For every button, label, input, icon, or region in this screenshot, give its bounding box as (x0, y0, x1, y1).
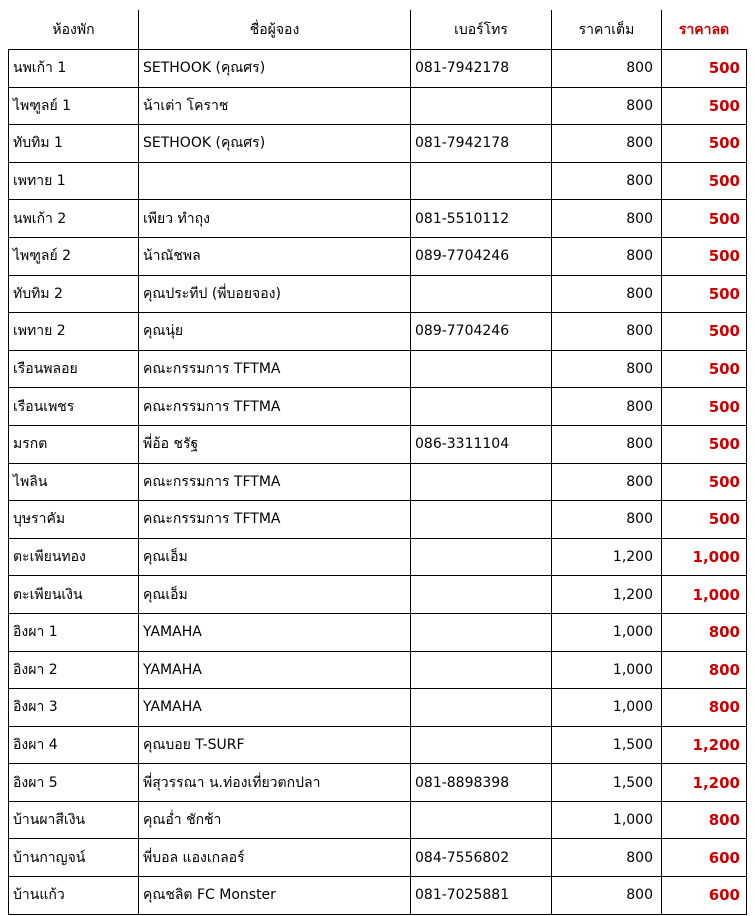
full-price-cell: 1,500 (552, 764, 662, 802)
full-price-cell: 1,000 (552, 689, 662, 727)
booker-name-cell: เพียว ทำถุง (139, 200, 411, 238)
booker-name-cell: คุณนุ่ย (139, 313, 411, 351)
discount-price-cell: 500 (662, 125, 747, 163)
booker-name-cell: คุณประทีป (พี่บอยจอง) (139, 275, 411, 313)
table-row (9, 50, 747, 88)
booker-name-cell: พี่อ้อ ชรัฐ (139, 425, 411, 463)
room-cell: บ้านผาสีเงิน (9, 801, 139, 839)
room-cell: ตะเพียนทอง (9, 538, 139, 576)
phone-cell: 081-7025881 (411, 877, 552, 915)
table-row (9, 726, 747, 764)
phone-cell (411, 350, 552, 388)
booker-name-cell: น้าเต่า โคราช (139, 87, 411, 125)
room-cell: บ้านกาญจน์ (9, 839, 139, 877)
table-row (9, 613, 747, 651)
discount-price-cell: 800 (662, 651, 747, 689)
booker-name-cell (139, 162, 411, 200)
table-row (9, 501, 747, 539)
phone-cell: 089-7704246 (411, 237, 552, 275)
full-price-cell: 1,000 (552, 801, 662, 839)
room-cell: เรือนพลอย (9, 350, 139, 388)
booker-name-cell: คณะกรรมการ TFTMA (139, 501, 411, 539)
room-cell: อิงผา 5 (9, 764, 139, 802)
table-row (9, 425, 747, 463)
booker-name-cell: คุณชลิต FC Monster (139, 877, 411, 915)
header-full-price: ราคาเต็ม (552, 11, 662, 50)
room-cell: ไพฑูลย์ 1 (9, 87, 139, 125)
phone-cell (411, 801, 552, 839)
room-cell: นพเก้า 2 (9, 200, 139, 238)
phone-cell (411, 538, 552, 576)
phone-cell: 086-3311104 (411, 425, 552, 463)
room-cell: อิงผา 2 (9, 651, 139, 689)
full-price-cell: 800 (552, 350, 662, 388)
phone-cell: 081-5510112 (411, 200, 552, 238)
discount-price-cell: 600 (662, 839, 747, 877)
table-row (9, 87, 747, 125)
full-price-cell: 800 (552, 425, 662, 463)
discount-price-cell: 500 (662, 87, 747, 125)
full-price-cell: 800 (552, 501, 662, 539)
full-price-cell: 800 (552, 275, 662, 313)
full-price-cell: 800 (552, 388, 662, 426)
booker-name-cell: คณะกรรมการ TFTMA (139, 463, 411, 501)
table-row (9, 651, 747, 689)
phone-cell: 084-7556802 (411, 839, 552, 877)
table-row (9, 689, 747, 727)
full-price-cell: 800 (552, 87, 662, 125)
discount-price-cell: 500 (662, 275, 747, 313)
booker-name-cell: SETHOOK (คุณศร) (139, 50, 411, 88)
room-cell: ทับทิม 2 (9, 275, 139, 313)
full-price-cell: 800 (552, 839, 662, 877)
full-price-cell: 1,000 (552, 613, 662, 651)
discount-price-cell: 1,000 (662, 538, 747, 576)
booker-name-cell: คุณเอ็ม (139, 576, 411, 614)
room-cell: เพทาย 1 (9, 162, 139, 200)
booker-name-cell: YAMAHA (139, 613, 411, 651)
full-price-cell: 800 (552, 237, 662, 275)
discount-price-cell: 600 (662, 877, 747, 915)
table-row (9, 275, 747, 313)
discount-price-cell: 800 (662, 689, 747, 727)
table-row (9, 764, 747, 802)
room-cell: อิงผา 1 (9, 613, 139, 651)
table-row (9, 237, 747, 275)
table-row (9, 463, 747, 501)
room-cell: ไพลิน (9, 463, 139, 501)
phone-cell (411, 463, 552, 501)
discount-price-cell: 500 (662, 463, 747, 501)
discount-price-cell: 500 (662, 200, 747, 238)
table-row (9, 200, 747, 238)
phone-cell (411, 651, 552, 689)
phone-cell (411, 275, 552, 313)
room-cell: มรกต (9, 425, 139, 463)
table-row (9, 162, 747, 200)
discount-price-cell: 1,200 (662, 764, 747, 802)
phone-cell: 089-7704246 (411, 313, 552, 351)
phone-cell (411, 162, 552, 200)
discount-price-cell: 500 (662, 313, 747, 351)
booker-name-cell: คณะกรรมการ TFTMA (139, 350, 411, 388)
header-discount-price: ราคาลด (662, 11, 747, 50)
phone-cell: 081-7942178 (411, 125, 552, 163)
full-price-cell: 800 (552, 162, 662, 200)
phone-cell (411, 87, 552, 125)
booker-name-cell: SETHOOK (คุณศร) (139, 125, 411, 163)
full-price-cell: 1,000 (552, 651, 662, 689)
full-price-cell: 1,200 (552, 576, 662, 614)
booker-name-cell: คุณอ่ำ ชักช้า (139, 801, 411, 839)
full-price-cell: 800 (552, 125, 662, 163)
full-price-cell: 800 (552, 200, 662, 238)
table-row (9, 801, 747, 839)
table-row (9, 576, 747, 614)
discount-price-cell: 500 (662, 237, 747, 275)
room-cell: บ้านแก้ว (9, 877, 139, 915)
booking-table-container (8, 10, 746, 915)
table-row (9, 839, 747, 877)
table-row (9, 313, 747, 351)
header-phone: เบอร์โทร (411, 11, 552, 50)
table-body (9, 50, 747, 915)
booker-name-cell: คณะกรรมการ TFTMA (139, 388, 411, 426)
phone-cell (411, 388, 552, 426)
table-row (9, 350, 747, 388)
room-cell: ไพฑูลย์ 2 (9, 237, 139, 275)
discount-price-cell: 1,000 (662, 576, 747, 614)
discount-price-cell: 500 (662, 350, 747, 388)
booker-name-cell: พี่สุวรรณา น.ท่องเที่ยวตกปลา (139, 764, 411, 802)
table-row (9, 877, 747, 915)
room-cell: อิงผา 4 (9, 726, 139, 764)
full-price-cell: 1,500 (552, 726, 662, 764)
room-cell: บุษราคัม (9, 501, 139, 539)
discount-price-cell: 1,200 (662, 726, 747, 764)
discount-price-cell: 500 (662, 425, 747, 463)
header-booker-name: ชื่อผู้จอง (139, 11, 411, 50)
phone-cell: 081-7942178 (411, 50, 552, 88)
room-cell: เรือนเพชร (9, 388, 139, 426)
room-cell: เพทาย 2 (9, 313, 139, 351)
discount-price-cell: 500 (662, 162, 747, 200)
booker-name-cell: พี่บอล แองเกลอร์ (139, 839, 411, 877)
booker-name-cell: YAMAHA (139, 689, 411, 727)
table-row (9, 125, 747, 163)
full-price-cell: 800 (552, 313, 662, 351)
discount-price-cell: 800 (662, 613, 747, 651)
room-cell: ตะเพียนเงิน (9, 576, 139, 614)
booking-table (8, 10, 747, 915)
discount-price-cell: 800 (662, 801, 747, 839)
header-row (9, 11, 747, 50)
full-price-cell: 800 (552, 463, 662, 501)
booker-name-cell: น้าณัชพล (139, 237, 411, 275)
phone-cell (411, 689, 552, 727)
table-row (9, 388, 747, 426)
full-price-cell: 800 (552, 50, 662, 88)
table-row (9, 538, 747, 576)
full-price-cell: 800 (552, 877, 662, 915)
booker-name-cell: คุณเอ็ม (139, 538, 411, 576)
full-price-cell: 1,200 (552, 538, 662, 576)
booker-name-cell: YAMAHA (139, 651, 411, 689)
discount-price-cell: 500 (662, 50, 747, 88)
discount-price-cell: 500 (662, 501, 747, 539)
booker-name-cell: คุณบอย T-SURF (139, 726, 411, 764)
room-cell: ทับทิม 1 (9, 125, 139, 163)
phone-cell: 081-8898398 (411, 764, 552, 802)
room-cell: นพเก้า 1 (9, 50, 139, 88)
phone-cell (411, 726, 552, 764)
phone-cell (411, 501, 552, 539)
header-room: ห้องพัก (9, 11, 139, 50)
discount-price-cell: 500 (662, 388, 747, 426)
phone-cell (411, 613, 552, 651)
room-cell: อิงผา 3 (9, 689, 139, 727)
phone-cell (411, 576, 552, 614)
